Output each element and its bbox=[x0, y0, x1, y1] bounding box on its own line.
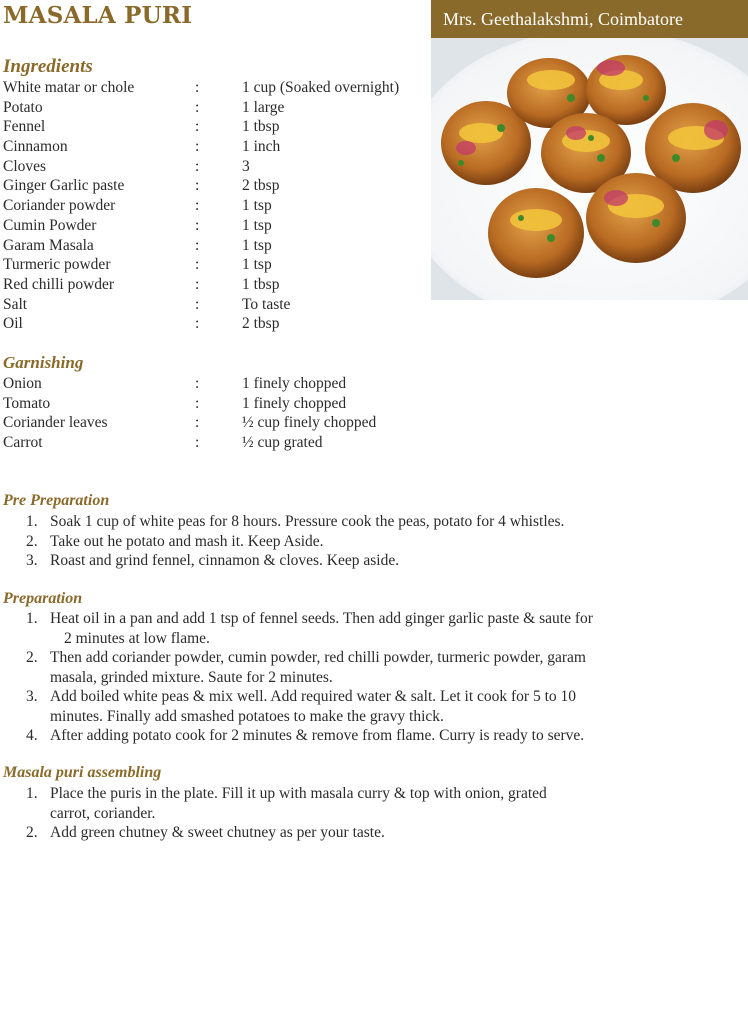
author-banner: Mrs. Geethalakshmi, Coimbatore bbox=[431, 0, 748, 38]
ingredient-name: Oil bbox=[3, 315, 23, 333]
ingredient-row bbox=[3, 196, 423, 216]
step-item bbox=[0, 512, 680, 532]
ingredient-quantity: 1 inch bbox=[242, 138, 281, 156]
ingredient-quantity: 1 tsp bbox=[242, 197, 272, 215]
ingredient-quantity: To taste bbox=[242, 295, 291, 313]
separator: : bbox=[195, 138, 200, 156]
recipe-title: MASALA PURI bbox=[3, 2, 193, 29]
separator: : bbox=[195, 98, 200, 116]
step-text: Then add coriander powder, cumin powder, red chilli powder, turmeric powder, garam bbox=[50, 649, 586, 666]
ingredient-row bbox=[3, 236, 423, 256]
assembling-steps bbox=[0, 784, 680, 843]
ingredient-name: Cloves bbox=[3, 157, 47, 175]
pre-preparation-steps bbox=[0, 512, 680, 571]
ingredient-row bbox=[3, 216, 423, 236]
step-text-continued: minutes. Finally add smashed potatoes to make the gravy thick. bbox=[50, 707, 444, 725]
pre-preparation-heading: Pre Preparation bbox=[3, 492, 110, 509]
garnish-quantity: 1 finely chopped bbox=[242, 394, 347, 412]
ingredient-name: Cinnamon bbox=[3, 138, 68, 156]
step-text-continued: 2 minutes at low flame. bbox=[64, 629, 210, 647]
separator: : bbox=[195, 236, 200, 254]
step-text: Add boiled white peas & mix well. Add required water & salt. Let it cook for 5 to 10 bbox=[50, 688, 577, 705]
masala-puri-photo bbox=[431, 38, 748, 300]
step-number: 2. bbox=[26, 532, 38, 550]
step-text: Heat oil in a pan and add 1 tsp of fennel seeds. Then add ginger garlic paste & saute for bbox=[50, 610, 593, 627]
assembling-heading: Masala puri assembling bbox=[3, 764, 162, 781]
preparation-heading: Preparation bbox=[3, 590, 83, 607]
ingredient-name: Fennel bbox=[3, 118, 46, 136]
ingredient-name: Coriander powder bbox=[3, 197, 116, 215]
separator: : bbox=[195, 79, 200, 96]
separator: : bbox=[195, 434, 200, 452]
separator: : bbox=[195, 197, 200, 215]
ingredient-row bbox=[3, 137, 423, 157]
separator: : bbox=[195, 375, 200, 392]
separator: : bbox=[195, 275, 200, 293]
separator: : bbox=[195, 394, 200, 412]
separator: : bbox=[195, 414, 200, 432]
ingredient-name: Salt bbox=[3, 295, 28, 313]
step-text: Take out he potato and mash it. Keep Aside. bbox=[50, 532, 324, 550]
step-text: After adding potato cook for 2 minutes & remove from flame. Curry is ready to serve. bbox=[50, 727, 585, 744]
separator: : bbox=[195, 256, 200, 274]
garnish-name: Onion bbox=[3, 375, 42, 392]
separator: : bbox=[195, 157, 200, 175]
step-item bbox=[0, 551, 680, 571]
ingredient-row bbox=[3, 275, 423, 295]
separator: : bbox=[195, 295, 200, 313]
ingredient-row bbox=[3, 314, 423, 334]
step-number: 2. bbox=[26, 649, 38, 666]
ingredient-name: Potato bbox=[3, 98, 43, 116]
ingredient-name: Cumin Powder bbox=[3, 216, 97, 234]
ingredient-name: Red chilli powder bbox=[3, 275, 115, 293]
garnish-row bbox=[3, 394, 423, 414]
step-text: Roast and grind fennel, cinnamon & cloves. Keep aside. bbox=[50, 552, 400, 569]
ingredients-list bbox=[3, 78, 423, 334]
garnish-quantity: 1 finely chopped bbox=[242, 375, 347, 392]
step-item bbox=[0, 648, 680, 687]
separator: : bbox=[195, 216, 200, 234]
ingredient-quantity: 1 large bbox=[242, 98, 285, 116]
ingredient-quantity: 2 tbsp bbox=[242, 315, 280, 333]
step-item bbox=[0, 726, 680, 746]
ingredient-quantity: 1 tbsp bbox=[242, 275, 280, 293]
garnish-name: Coriander leaves bbox=[3, 414, 108, 432]
ingredient-quantity: 1 tsp bbox=[242, 256, 272, 274]
step-number: 2. bbox=[26, 824, 38, 841]
step-item bbox=[0, 784, 680, 823]
garnish-name: Carrot bbox=[3, 434, 43, 452]
step-number: 3. bbox=[26, 552, 38, 569]
preparation-steps bbox=[0, 609, 680, 746]
step-item bbox=[0, 687, 680, 726]
ingredient-name: Garam Masala bbox=[3, 236, 94, 254]
garnish-name: Tomato bbox=[3, 394, 51, 412]
step-number: 1. bbox=[26, 610, 38, 627]
step-text: Soak 1 cup of white peas for 8 hours. Pressure cook the peas, potato for 4 whistles. bbox=[50, 513, 565, 530]
step-number: 4. bbox=[26, 727, 38, 744]
garnish-row bbox=[3, 374, 423, 394]
ingredient-row bbox=[3, 295, 423, 315]
ingredient-quantity: 3 bbox=[242, 157, 250, 175]
ingredient-quantity: 2 tbsp bbox=[242, 177, 280, 195]
separator: : bbox=[195, 118, 200, 136]
ingredient-quantity: 1 tsp bbox=[242, 216, 272, 234]
ingredient-row bbox=[3, 78, 423, 98]
ingredients-heading: Ingredients bbox=[3, 56, 93, 77]
garnish-quantity: ½ cup finely chopped bbox=[242, 414, 377, 432]
garnishing-heading: Garnishing bbox=[3, 353, 84, 372]
step-number: 1. bbox=[26, 513, 38, 530]
step-item bbox=[0, 823, 680, 843]
garnish-quantity: ½ cup grated bbox=[242, 434, 323, 452]
ingredient-row bbox=[3, 157, 423, 177]
ingredient-name: Turmeric powder bbox=[3, 256, 111, 274]
step-number: 3. bbox=[26, 688, 38, 705]
ingredient-row bbox=[3, 176, 423, 196]
garnish-row bbox=[3, 413, 423, 433]
ingredient-row bbox=[3, 255, 423, 275]
step-number: 1. bbox=[26, 785, 38, 802]
separator: : bbox=[195, 315, 200, 333]
step-item bbox=[0, 609, 680, 648]
step-text-continued: masala, grinded mixture. Saute for 2 minutes. bbox=[50, 668, 333, 686]
ingredient-quantity: 1 tsp bbox=[242, 236, 272, 254]
ingredient-name: White matar or chole bbox=[3, 79, 135, 96]
ingredient-quantity: 1 tbsp bbox=[242, 118, 280, 136]
step-text: Place the puris in the plate. Fill it up with masala curry & top with onion, grated bbox=[50, 785, 547, 802]
step-text: Add green chutney & sweet chutney as per your taste. bbox=[50, 824, 385, 841]
separator: : bbox=[195, 177, 200, 195]
step-item bbox=[0, 532, 680, 552]
ingredient-name: Ginger Garlic paste bbox=[3, 177, 125, 195]
ingredient-quantity: 1 cup (Soaked overnight) bbox=[242, 79, 400, 96]
step-text-continued: carrot, coriander. bbox=[50, 804, 156, 822]
ingredient-row bbox=[3, 117, 423, 137]
garnishing-list bbox=[3, 374, 423, 453]
ingredient-row bbox=[3, 98, 423, 118]
garnish-row bbox=[3, 433, 423, 453]
